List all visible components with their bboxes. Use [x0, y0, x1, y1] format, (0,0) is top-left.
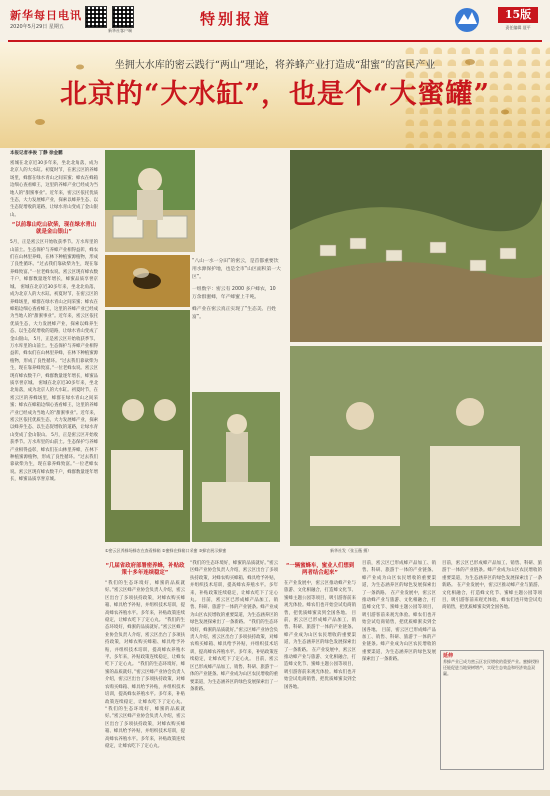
qr-code-icon[interactable] — [85, 6, 107, 28]
weekday-text: 星期五 — [48, 24, 64, 30]
paragraph: 目前，密云区已形成蜂产品加工、销售、科研、旅游于一体的产业链条。蜂产业成为山区农民增收的重要渠道，为生态涵养区的绿色发展探索出了一条新路。 — [190, 598, 278, 626]
photo-credit: 新华社发（张玉薇 摄） — [330, 548, 372, 553]
masthead-title: 新华每日电讯 — [10, 9, 82, 22]
masthead-date — [10, 23, 64, 30]
footer-bar — [0, 790, 550, 796]
paragraph: 5月，正是密云区开始收获季节。万水库里的山前土。生态保护与养蜂产业相得益彰，蜂农们在山林里养蜂，在林下种植蜜源植物，形成了良性循环。“过去我们靠砍柴为生，现在靠养蜂致富。”一位老蜂农说。密云区现有蜂农数千户，蜂群数量逐年增长，蜂蜜品质享誉京城。 — [10, 240, 98, 290]
date-text: 2020年5月29日 — [10, 24, 48, 30]
paragraph: 密城在北京近30多年来，坐北北角落，成为北京人的大水缸。初夏时节，在密云区的养蜂场里，蜂群在绿水青山之间采蜜；蜂农在蜂箱边细心查看蜂王，这里的养蜂产业已经成为当地人的“甜蜜事业”。近年来，密云区依托优质生态，大力发展蜂产业，探索以蜂养生态、以生态促增收的道路，让绿水青山变成了金山银山。 — [10, 284, 98, 342]
sidebar-box — [440, 650, 544, 770]
photo-honey-harvest — [290, 346, 542, 546]
paragraph: “我们的生态环境好，蜂蜜的品质就好。”密云区蜂产业协会负责人介绍，密云区出台了多项扶持政策，对蜂农购买蜂箱、蜂具给予补贴，并组织技术培训，提高蜂农养殖水平。多年来，补贴政策连续稳定，让蜂农吃下了定心丸。 — [105, 706, 185, 749]
paragraph: 目前，密云区已形成蜂产品加工、销售、科研、旅游于一体的产业链条。蜂产业成为山区农民增收的重要渠道，为生态涵养区的绿色发展探索出了一条新路。 — [362, 627, 436, 663]
paragraph: 密城在北京近30多年来，坐北北角落，成为北京人的大水缸。初夏时节，在密云区的养蜂场里，蜂群在绿水青山之间采蜜；蜂农在蜂箱边细心查看蜂王，这里的养蜂产业已经成为当地人的“甜蜜事业”。近年来，密云区依托优质生态，大力发展蜂产业，探索以蜂养生态、以生态促增收的道路，让绿水青山变成了金山银山。 — [10, 380, 98, 438]
paragraph: 在产业发展中，密云区推动蜂产业与旅游、文化相融合，打造蜂文化节、蜜蜂主题公园等项目，吸引游客前来观光体验。蜂农们也开始尝试电商销售，把优质蜂蜜卖到全国各地。 — [362, 590, 436, 633]
section-title: 特别报道 — [200, 10, 273, 28]
section-heading: “以前靠山吃山砍柴，现在绿水青山就是金山银山” — [11, 222, 97, 236]
paragraph: “我们的生态环境好，蜂蜜的品质就好。”密云区蜂产业协会负责人介绍，密云区出台了多项扶持政策，对蜂农购买蜂箱、蜂具给予补贴，并组织技术培训，提高蜂农养殖水平。多年来，补贴政策连续稳定，让蜂农吃下了定心丸。 — [105, 662, 185, 705]
photo-bee-closeup — [105, 255, 190, 307]
paragraph: 5月，正是密云区开始收获季节。万水库里的山前土。生态保护与养蜂产业相得益彰，蜂农们在山林里养蜂，在林下种植蜜源植物，形成了良性循环。“过去我们靠砍柴为生，现在靠养蜂致富。”一位老蜂农说。密云区现有蜂农数千户，蜂群数量逐年增长，蜂蜜品质享誉京城。 — [10, 336, 98, 386]
xinhua-logo-icon — [450, 6, 484, 34]
paragraph: “我们的生态环境好，蜂蜜的品质就好。”密云区蜂产业协会负责人介绍，密云区出台了多项扶持政策，对蜂农购买蜂箱、蜂具给予补贴，并组织技术培训，提高蜂农养殖水平。多年来，补贴政策连续稳定，让蜂农吃下了定心丸。 — [190, 620, 278, 663]
article-headline: 北京的“大水缸”，也是个“大蜜罐” — [59, 79, 491, 110]
paragraph: 在产业发展中，密云区推动蜂产业与旅游、文化相融合，打造蜂文化节、蜜蜂主题公园等项目，吸引游客前来观光体验。蜂农们也开始尝试电商销售，把优质蜂蜜卖到全国各地。 — [284, 581, 356, 616]
quote-line: 蜂产业在密云真正实现了“生态美、百姓富”。 — [192, 307, 277, 320]
page-editor: 责任编辑 聂平 — [505, 25, 531, 30]
quote-line: “八山一水一分田”的密云，是首都重要饮用水源保护地，也是全市“山区面积第一大区”。 — [192, 259, 281, 280]
photo-hillside-beehives — [290, 150, 542, 342]
paragraph: 目前，密云区已形成蜂产品加工、销售、科研、旅游于一体的产业链条。蜂产业成为山区农民增收的重要渠道，为生态涵养区的绿色发展探索出了一条新路。 — [442, 561, 542, 589]
article-column-5 — [362, 560, 436, 790]
paragraph: 密城在北京近30多年来，坐北北角落，成为北京人的大水缸。初夏时节，在密云区的养蜂场里，蜂群在绿水青山之间采蜜；蜂农在蜂箱边细心查看蜂王，这里的养蜂产业已经成为当地人的“甜蜜事业”。近年来，密云区依托优质生态，大力发展蜂产业，探索以蜂养生态、以生态促增收的道路，让绿水青山变成了金山银山。 — [10, 161, 98, 218]
article-column-4 — [284, 560, 356, 790]
photo-beekeepers-inspecting — [105, 310, 190, 542]
qr-code-icon[interactable] — [112, 6, 134, 28]
section-heading: “几届省政府部署密养蜂，补贴政策十多年连续稳定” — [105, 563, 185, 576]
article-byline: 本报记者李俊 丁静 徐金鹏 — [10, 151, 63, 156]
photo-caption: ①密云区养蜂场蜂农在查看蜂箱 ②蜜蜂在蜂箱口采蜜 ③蜂农展示蜂蜜 — [105, 548, 227, 553]
pull-quote — [192, 258, 282, 388]
headline-banner — [0, 42, 550, 148]
photo-beekeeper-at-hive — [192, 392, 280, 542]
paragraph: 5月，正是密云区开始收获季节。万水库里的山前土。生态保护与养蜂产业相得益彰，蜂农们在山林里养蜂，在林下种植蜜源植物，形成了良性循环。“过去我们靠砍柴为生，现在靠养蜂致富。”一位老蜂农说。密云区现有蜂农数千户，蜂群数量逐年增长，蜂蜜品质享誉京城。 — [10, 432, 98, 483]
qr-caption: 新华社客户端 — [108, 28, 132, 33]
paragraph: 在产业发展中，密云区推动蜂产业与旅游、文化相融合，打造蜂文化节、蜜蜂主题公园等项目，吸引游客前来观光体验。蜂农们也开始尝试电商销售，把优质蜂蜜卖到全国各地。 — [442, 583, 542, 611]
section-heading: “一辆蜜蜂车，蜜业人们想到两者结合起来” — [285, 563, 355, 576]
paragraph: 在产业发展中，密云区推动蜂产业与旅游、文化相融合，打造蜂文化节、蜜蜂主题公园等项目，吸引游客前来观光体验。蜂农们也开始尝试电商销售，把优质蜂蜜卖到全国各地。 — [284, 647, 356, 690]
quote-line: 一组数字：密云有 2000 多户蜂农，10 万余群蜜蜂，年产蜂蜜上千吨。 — [192, 287, 276, 300]
paragraph: 目前，密云区已形成蜂产品加工、销售、科研、旅游于一体的产业链条。蜂产业成为山区农民增收的重要渠道，为生态涵养区的绿色发展探索出了一条新路。 — [284, 610, 356, 653]
article-column-1 — [10, 160, 98, 790]
paragraph: “我们的生态环境好，蜂蜜的品质就好。”密云区蜂产业协会负责人介绍，密云区出台了多项扶持政策，对蜂农购买蜂箱、蜂具给予补贴，并组织技术培训，提高蜂农养殖水平。多年来，补贴政策连续稳定，让蜂农吃下了定心丸。 — [105, 581, 185, 624]
paragraph: 目前，密云区已形成蜂产品加工、销售、科研、旅游于一体的产业链条。蜂产业成为山区农民增收的重要渠道，为生态涵养区的绿色发展探索出了一条新路。 — [362, 561, 436, 596]
paragraph: “我们的生态环境好，蜂蜜的品质就好。”密云区蜂产业协会负责人介绍，密云区出台了多项扶持政策，对蜂农购买蜂箱、蜂具给予补贴，并组织技术培训，提高蜂农养殖水平。多年来，补贴政策连续稳定，让蜂农吃下了定心丸。 — [105, 618, 185, 668]
article-column-2 — [105, 560, 185, 790]
sidebar-title: 延伸 — [443, 653, 454, 659]
sidebar-text: 养蜂产业已成为密云区农民增收的重要产业。蜜蜂授粉还能促进当地果树增产，实现生态效益和经济效益双赢。 — [443, 659, 539, 676]
article-column-6 — [442, 560, 542, 646]
paragraph: 目前，密云区已形成蜂产品加工、销售、科研、旅游于一体的产业链条。蜂产业成为山区农民增收的重要渠道，为生态涵养区的绿色发展探索出了一条新路。 — [190, 657, 278, 692]
paragraph: “我们的生态环境好，蜂蜜的品质就好。”密云区蜂产业协会负责人介绍，密云区出台了多项扶持政策，对蜂农购买蜂箱、蜂具给予补贴，并组织技术培训，提高蜂农养殖水平。多年来，补贴政策连续稳定，让蜂农吃下了定心丸。 — [190, 561, 278, 604]
photo-beekeeper-portrait — [105, 150, 195, 252]
article-subtitle: 坐拥大水库的密云践行“两山”理论，将养蜂产业打造成“甜蜜”的富民产业 — [114, 60, 436, 71]
masthead — [0, 0, 550, 40]
article-column-3 — [190, 560, 278, 790]
page-number: 15版 — [498, 7, 538, 23]
